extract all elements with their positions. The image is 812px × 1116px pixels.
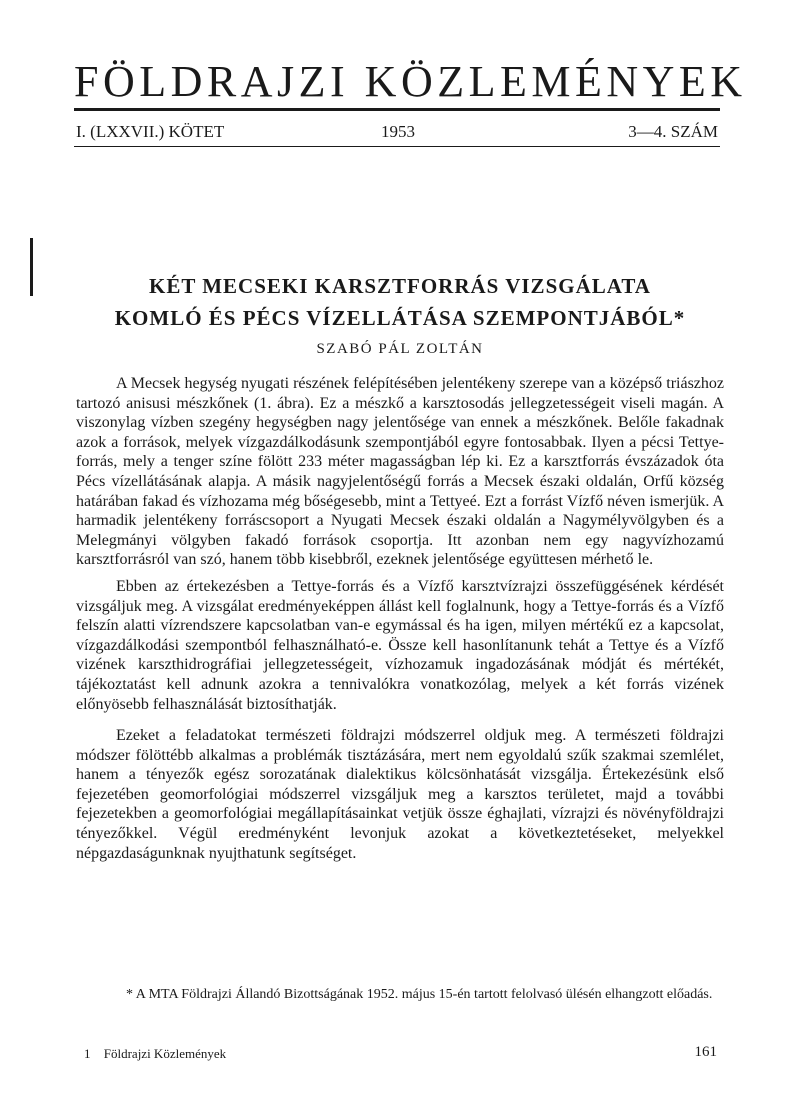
issue-info-row (76, 120, 718, 144)
issue-label: 3—4. SZÁM (628, 122, 718, 141)
year-label: 1953 (381, 122, 415, 141)
header-rule-thick (74, 108, 720, 111)
article-body (76, 374, 724, 863)
paragraph-1: A Mecsek hegység nyugati részének felépítésében jelentékeny szerepe van a középső triászhoz tartozó anisusi mészkőnek (1. ábra). Ez a mészkő a karsztosodás jellegzetességeit viseli magán. A viszonylag vízben szegény hegységben nagy jelentősége van ennek a mészkőnek. Belőle fakadnak azok a források, melyek vízgazdálkodásunk szempontjából egyre fontosabbak. Ilyen a pécsi Tettye-forrás, mely a tenger színe fölött 233 méter magasságban lép ki. Ez a karsztforrás évszázadok óta Pécs vízellátásának alapja. A másik nagyjelentőségű forrás a Mecsek északi oldalán, Orfű község határában fakad és vízhozama még bőségesebb, mint a Tettyeé. Ezt a forrást Vízfő néven ismerjük. A harmadik jelentékeny forráscsoport a Nyugati Mecsek északi oldalán a Nagymélyvölgyben és a Melegmányi völgyben fakadó források csoportja. Itt azonban nem egy nagyvízhozamú karsztforrásról van szó, hanem több kisebbről, ezeknek jelentősége együttesen mérhető le. (76, 375, 724, 569)
author-name: SZABÓ PÁL ZOLTÁN (316, 341, 484, 357)
signature-text: Földrajzi Közlemények (103, 1046, 227, 1061)
paragraph-3: Ezeket a feladatokat természeti földrajzi módszerrel oldjuk meg. A természeti földrajzi módszer fölöttébb alkalmas a problémák tisztázására, mert nem egyoldalú szűk szakmai szemlélet, hanem a tényezők egész sorozatának dialektikus kölcsönhatását vizsgálja. Értekezésünk első fejezetében geomorfológiai módszerrel vizsgáljuk meg a karsztos területet, majd a további fejezetekben a geomorfológiai megállapításainkat vetjük össze éghajlati, vízrajzi és növényföldrajzi tényezőkkel. Végül eredményként levonjuk azokat a következtetéseket, melyekkel népgazdaságunknak nyujthatunk segítséget. (76, 727, 724, 862)
volume-label: I. (LXXVII.) KÖTET (76, 122, 225, 141)
signature-number: 1 (84, 1046, 91, 1061)
article-title-line1: KÉT MECSEKI KARSZTFORRÁS VIZSGÁLATA (149, 274, 651, 298)
header-rule-thin (74, 146, 720, 147)
journal-title: FÖLDRAJZI KÖZLEMÉNYEK (74, 57, 747, 106)
printer-signature (84, 1046, 226, 1062)
footnote: * A MTA Földrajzi Állandó Bizottságának 1952. május 15-én tartott felolvasó ülésén elhangzott előadás. (126, 987, 713, 1002)
margin-mark (30, 238, 33, 296)
page-number: 161 (694, 1044, 717, 1060)
paragraph-2: Ebben az értekezésben a Tettye-forrás és a Vízfő karsztvízrajzi összefüggésének kérdését vizsgáljuk meg. A vizsgálat eredményeképpen állást kell foglalnunk, hogy a Tettye-forrás és a Vízfő felszín alatti vízrendszere kapcsolatban van-e egymással és ha igen, milyen mértékű ez a kapcsolat, vízgazdálkodási szempontból felhasználható-e. Össze kell hasonlítanunk tehát a Tettye és a Vízfő vizének karszthidrográfiai jellegzetességeit, vízhozamuk ingadozásának módját és mértékét, tájékoztatást kell adnunk azokra a tennivalókra vonatkozólag, melyek a két forrás vizének előnyösebb felhasználását biztosíthatják. (76, 577, 724, 713)
article-title-line2: KOMLÓ ÉS PÉCS VÍZELLÁTÁSA SZEMPONTJÁBÓL* (114, 306, 686, 330)
